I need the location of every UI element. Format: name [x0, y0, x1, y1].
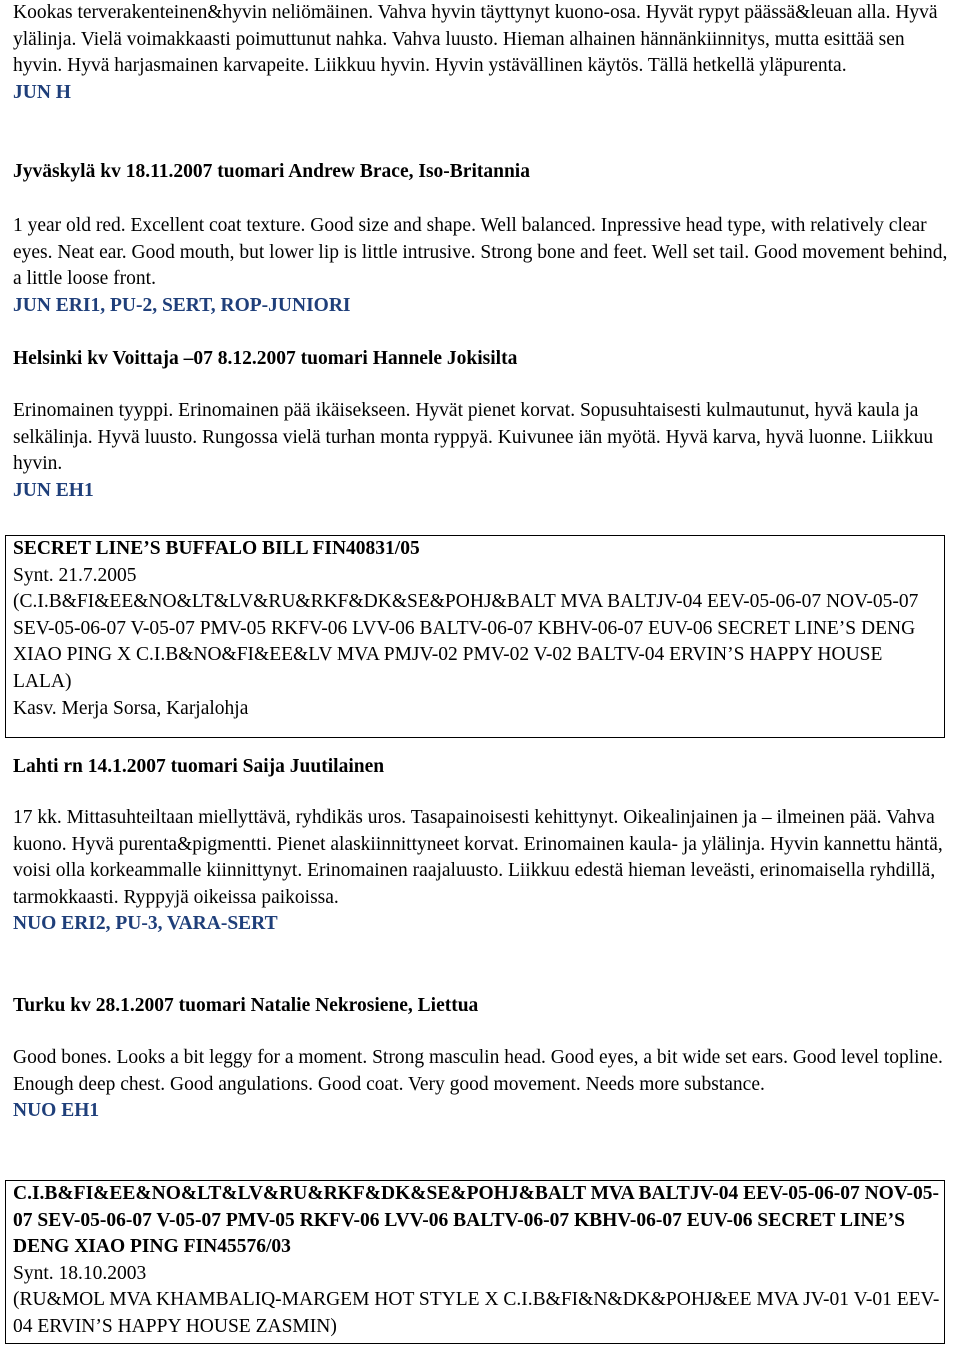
- result-line: NUO EH1: [13, 1100, 100, 1122]
- critique-text: 1 year old red. Excellent coat texture. Good size and shape. Well balanced. Inpressive head type, with relatively clear eyes. Neat ear. Good mouth, but lower lip is little intrusive. Strong bone and feet. Well set tail. Good movement behind, a little loose front.: [13, 215, 948, 290]
- result-line: JUN EH1: [13, 479, 94, 501]
- show-heading: Lahti rn 14.1.2007 tuomari Saija Juutilainen: [13, 756, 385, 777]
- dog-info-box-2: [5, 1180, 945, 1344]
- dog-birth-date: Synt. 18.10.2003: [13, 1262, 147, 1284]
- result-line: NUO ERI2, PU-3, VARA-SERT: [13, 913, 278, 935]
- result-line: JUN ERI1, PU-2, SERT, ROP-JUNIORI: [13, 294, 351, 316]
- show-lahti: [13, 754, 948, 781]
- critique-text: 17 kk. Mittasuhteiltaan miellyttävä, ryhdikäs uros. Tasapainoisesti kehittynyt. Oikealinjainen ja – ilmeinen pää. Vahva kuono. Hyvä purenta&pigmentti. Pienet alaskiinnittyneet korvat. Erinomainen kaula- ja ylälinja. Hyvin kannettu häntä, voisi olla korkeammalle kiinnittynyt. Erinomainen raajaluusto. Liikkuu edestä hieman leveästi, erinomaisella ryhdillä, tarmokkaasti. Ryppyjä oikeissa paikoissa.: [13, 807, 943, 908]
- critique-top: [13, 0, 948, 106]
- dog-breeder: Kasv. Merja Sorsa, Karjalohja: [13, 697, 249, 719]
- show-jyvaskyla-body: [13, 213, 948, 319]
- show-helsinki-body: [13, 398, 948, 504]
- dog-name: C.I.B&FI&EE&NO&LT&LV&RU&RKF&DK&SE&POHJ&BALT MVA BALTJV-04 EEV-05-06-07 NOV-05-07 SEV-05-06-07 V-05-07 PMV-05 RKFV-06 LVV-06 BALTV-06-07 KBHV-06-07 EUV-06 SECRET LINE’S DENG XIAO PING FIN45576/03: [13, 1183, 939, 1258]
- show-heading: Jyväskylä kv 18.11.2007 tuomari Andrew Brace, Iso-Britannia: [13, 161, 530, 182]
- show-helsinki: [13, 346, 948, 373]
- critique-text: Good bones. Looks a bit leggy for a moment. Strong masculin head. Good eyes, a bit wide set ears. Good level topline. Enough deep chest. Good angulations. Good coat. Very good movement. Needs more substance.: [13, 1047, 943, 1095]
- show-heading: Helsinki kv Voittaja –07 8.12.2007 tuomari Hannele Jokisilta: [13, 348, 518, 369]
- dog-name: SECRET LINE’S BUFFALO BILL FIN40831/05: [13, 538, 420, 559]
- dog-pedigree: (RU&MOL MVA KHAMBALIQ-MARGEM HOT STYLE X C.I.B&FI&N&DK&POHJ&EE MVA JV-01 V-01 EEV-04 ERVIN’S HAPPY HOUSE ZASMIN): [13, 1289, 940, 1337]
- dog-birth-date: Synt. 21.7.2005: [13, 564, 137, 586]
- show-jyvaskyla: [13, 159, 948, 186]
- show-heading: Turku kv 28.1.2007 tuomari Natalie Nekrosiene, Liettua: [13, 995, 479, 1016]
- critique-text: Erinomainen tyyppi. Erinomainen pää ikäisekseen. Hyvät pienet korvat. Sopusuhtaisesti kulmautunut, hyvä kaula ja selkälinja. Hyvä luusto. Rungossa vielä turhan monta ryppyä. Kuivunee iän myötä. Hyvä karva, hyvä luonne. Liikkuu hyvin.: [13, 400, 934, 475]
- result-line: JUN H: [13, 81, 71, 103]
- show-turku-body: [13, 1045, 948, 1125]
- show-turku: [13, 993, 948, 1020]
- dog-pedigree: (C.I.B&FI&EE&NO&LT&LV&RU&RKF&DK&SE&POHJ&BALT MVA BALTJV-04 EEV-05-06-07 NOV-05-07 SEV-05-06-07 V-05-07 PMV-05 RKFV-06 LVV-06 BALTV-06-07 KBHV-06-07 EUV-06 SECRET LINE’S DENG XIAO PING X C.I.B&NO&FI&EE&LV MVA PMJV-02 PMV-02 V-02 BALTV-04 ERVIN’S HAPPY HOUSE LALA): [13, 591, 919, 692]
- dog-info-box: [5, 535, 945, 738]
- show-lahti-body: [13, 805, 948, 938]
- critique-text: Kookas terverakenteinen&hyvin neliömäinen. Vahva hyvin täyttynyt kuono-osa. Hyvät rypyt päässä&leuan alla. Hyvä ylälinja. Vielä voimakkaasti poimuttunut nahka. Vahva luusto. Hieman alhainen hännänkiinnitys, mutta esittää sen hyvin. Hyvä harjasmainen karvapeite. Liikkuu hyvin. Hyvin ystävällinen käytös. Tällä hetkellä yläpurenta.: [13, 2, 938, 77]
